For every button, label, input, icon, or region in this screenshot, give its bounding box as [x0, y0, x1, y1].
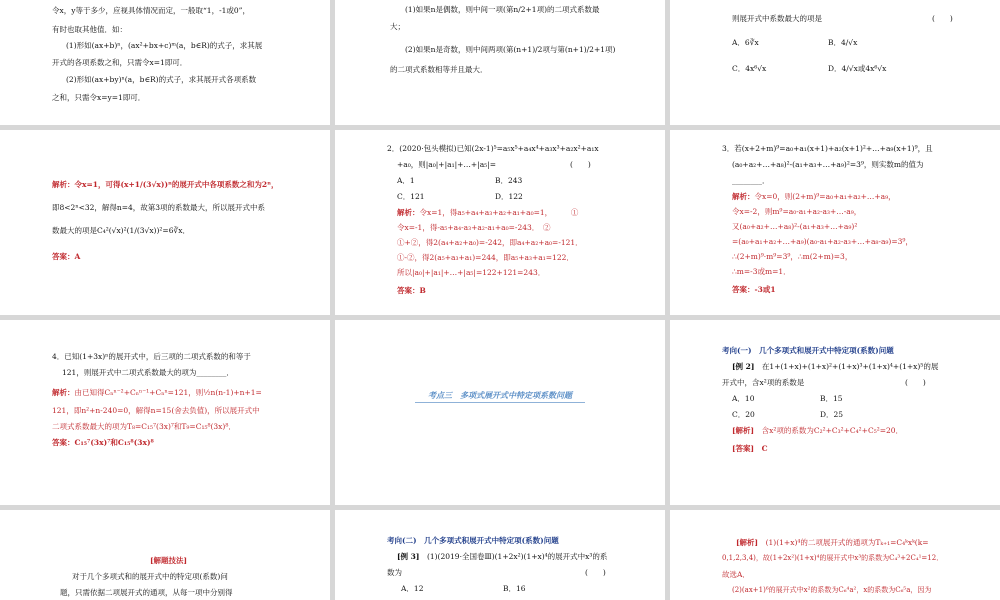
- text-line: 令x，y等于多少，应视具体情况而定，一般取“1，-1或0”，: [52, 6, 250, 15]
- option-c: C．121: [397, 192, 425, 201]
- answer-label: [答案]: [732, 444, 755, 453]
- answer-line: [52, 252, 80, 261]
- answer-line: [732, 285, 776, 294]
- slide-5[interactable]: [335, 130, 665, 315]
- slide-4[interactable]: [0, 130, 330, 315]
- answer-parenthesis: ( ): [932, 14, 953, 23]
- example-line-cont: 数为: [387, 568, 402, 577]
- slide-6[interactable]: [670, 130, 1000, 315]
- option-a: A．12: [401, 584, 424, 593]
- answer-line: [52, 438, 154, 447]
- slide-9[interactable]: [670, 320, 1000, 505]
- example-line: [397, 552, 607, 561]
- answer-line: [732, 444, 768, 453]
- text-line: 开式的各项系数之和，只需令x=1即可．: [52, 58, 188, 67]
- solution-line: [732, 426, 903, 435]
- option-d: D．122: [495, 192, 523, 201]
- answer-line: [397, 286, 426, 295]
- text-line: (1)形如(ax+b)ⁿ，(ax²+bx+c)ᵐ(a，b∈R)的式子，求其展: [66, 41, 263, 50]
- option-c: C．20: [732, 410, 755, 419]
- answer-label: 答案：: [52, 252, 75, 261]
- text-line: 的二项式系数相等并且最大．: [390, 65, 488, 74]
- solution-line: =(a₀+a₁+a₂+…+a₉)(a₀-a₁+a₂-a₃+…+a₈-a₉)=3⁹，: [732, 237, 913, 246]
- solution-line: ①+②，得2(a₄+a₂+a₀)=-242，即a₄+a₂+a₀=-121．: [397, 238, 583, 247]
- tips-heading: [解题技法]: [150, 556, 188, 565]
- solution-line: ∴m=-3或m=1．: [732, 267, 791, 276]
- text-line: (2)如果n是奇数，则中间两项(第(n+1)/2项与第(n+1)/2+1项): [405, 45, 616, 54]
- answer-value: -3或1: [754, 285, 776, 294]
- problem-title-cont: +a₀，则|a₀|+|a₁|+…+|a₅|=: [397, 160, 496, 169]
- solution-line: 121，即n²+n-240=0，解得n=15(舍去负值)，所以展开式中: [52, 406, 260, 415]
- solution-text: 令x=0，则(2+m)⁹=a₀+a₁+a₂+…+a₉，: [754, 192, 896, 201]
- option-c: C．4x⁶√x: [732, 64, 767, 73]
- solution-line: [732, 192, 896, 201]
- answer-parenthesis: ( ): [570, 160, 591, 169]
- text-line: 数最大的项是C₄²(√x)²(1/(3√x))²=6∛x．: [52, 226, 190, 235]
- answer-label: 答案：: [52, 438, 75, 447]
- solution-line: (2)(ax+1)⁶的展开式中x²的系数为C₆⁴a²，x的系数为C₆⁵a，因为: [732, 586, 932, 594]
- option-b: B．15: [820, 394, 843, 403]
- slide-12[interactable]: [670, 510, 1000, 600]
- problem-title-cont: 121，则展开式中二项式系数最大的项为________．: [62, 368, 234, 377]
- solution-label: 解析：: [397, 208, 420, 217]
- solution-text: 含x²项的系数为C₂²+C₃²+C₄²+C₅²=20．: [761, 426, 904, 435]
- option-a: A．1: [397, 176, 415, 185]
- text-line: 题，只需依据二项展开式的通项，从每一项中分别得: [60, 588, 233, 597]
- text-line: 即8<2ⁿ<32，解得n=4，故第3项的系数最大，所以展开式中系: [52, 203, 266, 212]
- slide-8[interactable]: [335, 320, 665, 505]
- answer-label: 答案：: [732, 285, 755, 294]
- example-line-cont: 开式中，含x²项的系数是: [722, 378, 805, 387]
- solution-line: 故选A．: [722, 570, 750, 579]
- text-line: (1)如果n是偶数，则中间一项(第n/2+1项)的二项式系数最: [405, 5, 600, 14]
- solution-text: 由已知得Cₙⁿ⁻²+Cₙⁿ⁻¹+Cₙⁿ=121，则½n(n-1)+n+1=: [74, 388, 262, 397]
- solution-line: ①-②，得2(a₅+a₃+a₁)=244，即a₅+a₃+a₁=122．: [397, 253, 574, 262]
- answer-parenthesis: ( ): [905, 378, 926, 387]
- text-line: 大；: [390, 22, 405, 31]
- example-label: [例 2]: [732, 362, 755, 371]
- slide-3[interactable]: [670, 0, 1000, 125]
- example-label: [例 3]: [397, 552, 420, 561]
- solution-line: 0,1,2,3,4)，故(1+2x²)(1+x)⁴的展开式中x³的系数为C₄³+2C₄¹=12．: [722, 554, 944, 562]
- solution-label: 解析：: [732, 192, 755, 201]
- answer-value: B: [419, 286, 426, 295]
- slide-11[interactable]: [335, 510, 665, 600]
- solution-line: [397, 208, 578, 217]
- answer-value: C₁₅⁷(3x)⁷和C₁₅⁸(3x)⁸: [74, 438, 154, 447]
- solution-line: 令x=-2，则m⁹=a₀-a₁+a₂-a₃+…-a₉，: [732, 207, 862, 216]
- solution-line: 所以|a₀|+|a₁|+…+|a₅|=122+121=243．: [397, 268, 546, 277]
- solution-text: 解析：令x=1，可得(x+1/(3√x))ⁿ的展开式中各项系数之和为2ⁿ，: [52, 180, 279, 189]
- answer-value: A: [74, 252, 81, 261]
- section-heading: 考向(二) 几个多项式积展开式中特定项(系数)问题: [387, 536, 559, 545]
- solution-line: ∴(2+m)⁹·m⁹=3⁹，∴m(2+m)=3，: [732, 252, 853, 261]
- solution-line: 令x=-1，得-a₅+a₄-a₃+a₂-a₁+a₀=-243． ②: [397, 223, 551, 232]
- example-line: [732, 362, 938, 371]
- text-line: 对于几个多项式和的展开式中的特定项(系数)问: [72, 572, 228, 581]
- answer-parenthesis: ( ): [585, 568, 606, 577]
- problem-title: 2．(2020·包头模拟)已知(2x-1)⁵=a₅x⁵+a₄x⁴+a₃x³+a₂x²+a₁x: [387, 144, 599, 153]
- slide-1[interactable]: [0, 0, 330, 125]
- slide-7[interactable]: [0, 320, 330, 505]
- solution-line: 又(a₀+a₂+…+a₈)²-(a₁+a₃+…+a₉)²: [732, 222, 858, 231]
- answer-value: C: [761, 444, 768, 453]
- problem-blank: ________．: [732, 176, 770, 185]
- solution-line: 二项式系数最大的项为T₈=C₁₅⁷(3x)⁷和T₉=C₁₅⁸(3x)⁸．: [52, 422, 236, 431]
- problem-title: 3．若(x+2+m)⁹=a₀+a₁(x+1)+a₂(x+1)²+…+a₉(x+1)⁹，且: [722, 144, 933, 153]
- text-line: 有时也取其他值．如：: [52, 25, 127, 34]
- text-line: 之和，只需令x=y=1即可．: [52, 93, 146, 102]
- solution-line: [52, 180, 279, 189]
- solution-line: [52, 388, 262, 397]
- option-d: D．4/√x或4x⁶√x: [828, 64, 887, 73]
- problem-title-cont: (a₀+a₂+…+a₈)²-(a₁+a₃+…+a₉)²=3⁹，则实数m的值为: [732, 160, 924, 169]
- solution-text: 令x=1，得a₅+a₄+a₃+a₂+a₁+a₀=1， ①: [419, 208, 579, 217]
- section-heading: 考向(一) 几个多项式和展开式中特定项(系数)问题: [722, 346, 894, 355]
- solution-text: (1)(1+x)⁴的二项展开式的通项为Tₖ₊₁=C₄ᵏxᵏ(k=: [765, 538, 929, 547]
- option-b: B．4/√x: [828, 38, 858, 47]
- text-line: 则展开式中系数最大的项是: [732, 14, 822, 23]
- answer-label: 答案：: [397, 286, 420, 295]
- option-a: A．10: [732, 394, 755, 403]
- example-text: (1)(2019·全国卷Ⅲ)(1+2x²)(1+x)⁴的展开式中x³的系: [426, 552, 608, 561]
- option-a: A．6∛x: [732, 38, 759, 47]
- option-b: B．16: [503, 584, 526, 593]
- solution-label: 解析：: [52, 388, 75, 397]
- example-text: 在1+(1+x)+(1+x)²+(1+x)³+(1+x)⁴+(1+x)⁵的展: [761, 362, 939, 371]
- title-underline: [415, 402, 585, 403]
- option-d: D．25: [820, 410, 844, 419]
- solution-label: [解析]: [732, 426, 755, 435]
- problem-title: 4．已知(1+3x)ⁿ的展开式中，后三项的二项式系数的和等于: [52, 352, 251, 361]
- section-title: 考点三 多项式展开式中特定项系数问题: [428, 390, 572, 400]
- text-line: (2)形如(ax+by)ⁿ(a，b∈R)的式子，求其展开式各项系数: [66, 75, 257, 84]
- solution-line: [736, 538, 929, 547]
- option-b: B．243: [495, 176, 523, 185]
- slide-10[interactable]: [0, 510, 330, 600]
- solution-label: [解析]: [736, 538, 759, 547]
- slide-2[interactable]: [335, 0, 665, 125]
